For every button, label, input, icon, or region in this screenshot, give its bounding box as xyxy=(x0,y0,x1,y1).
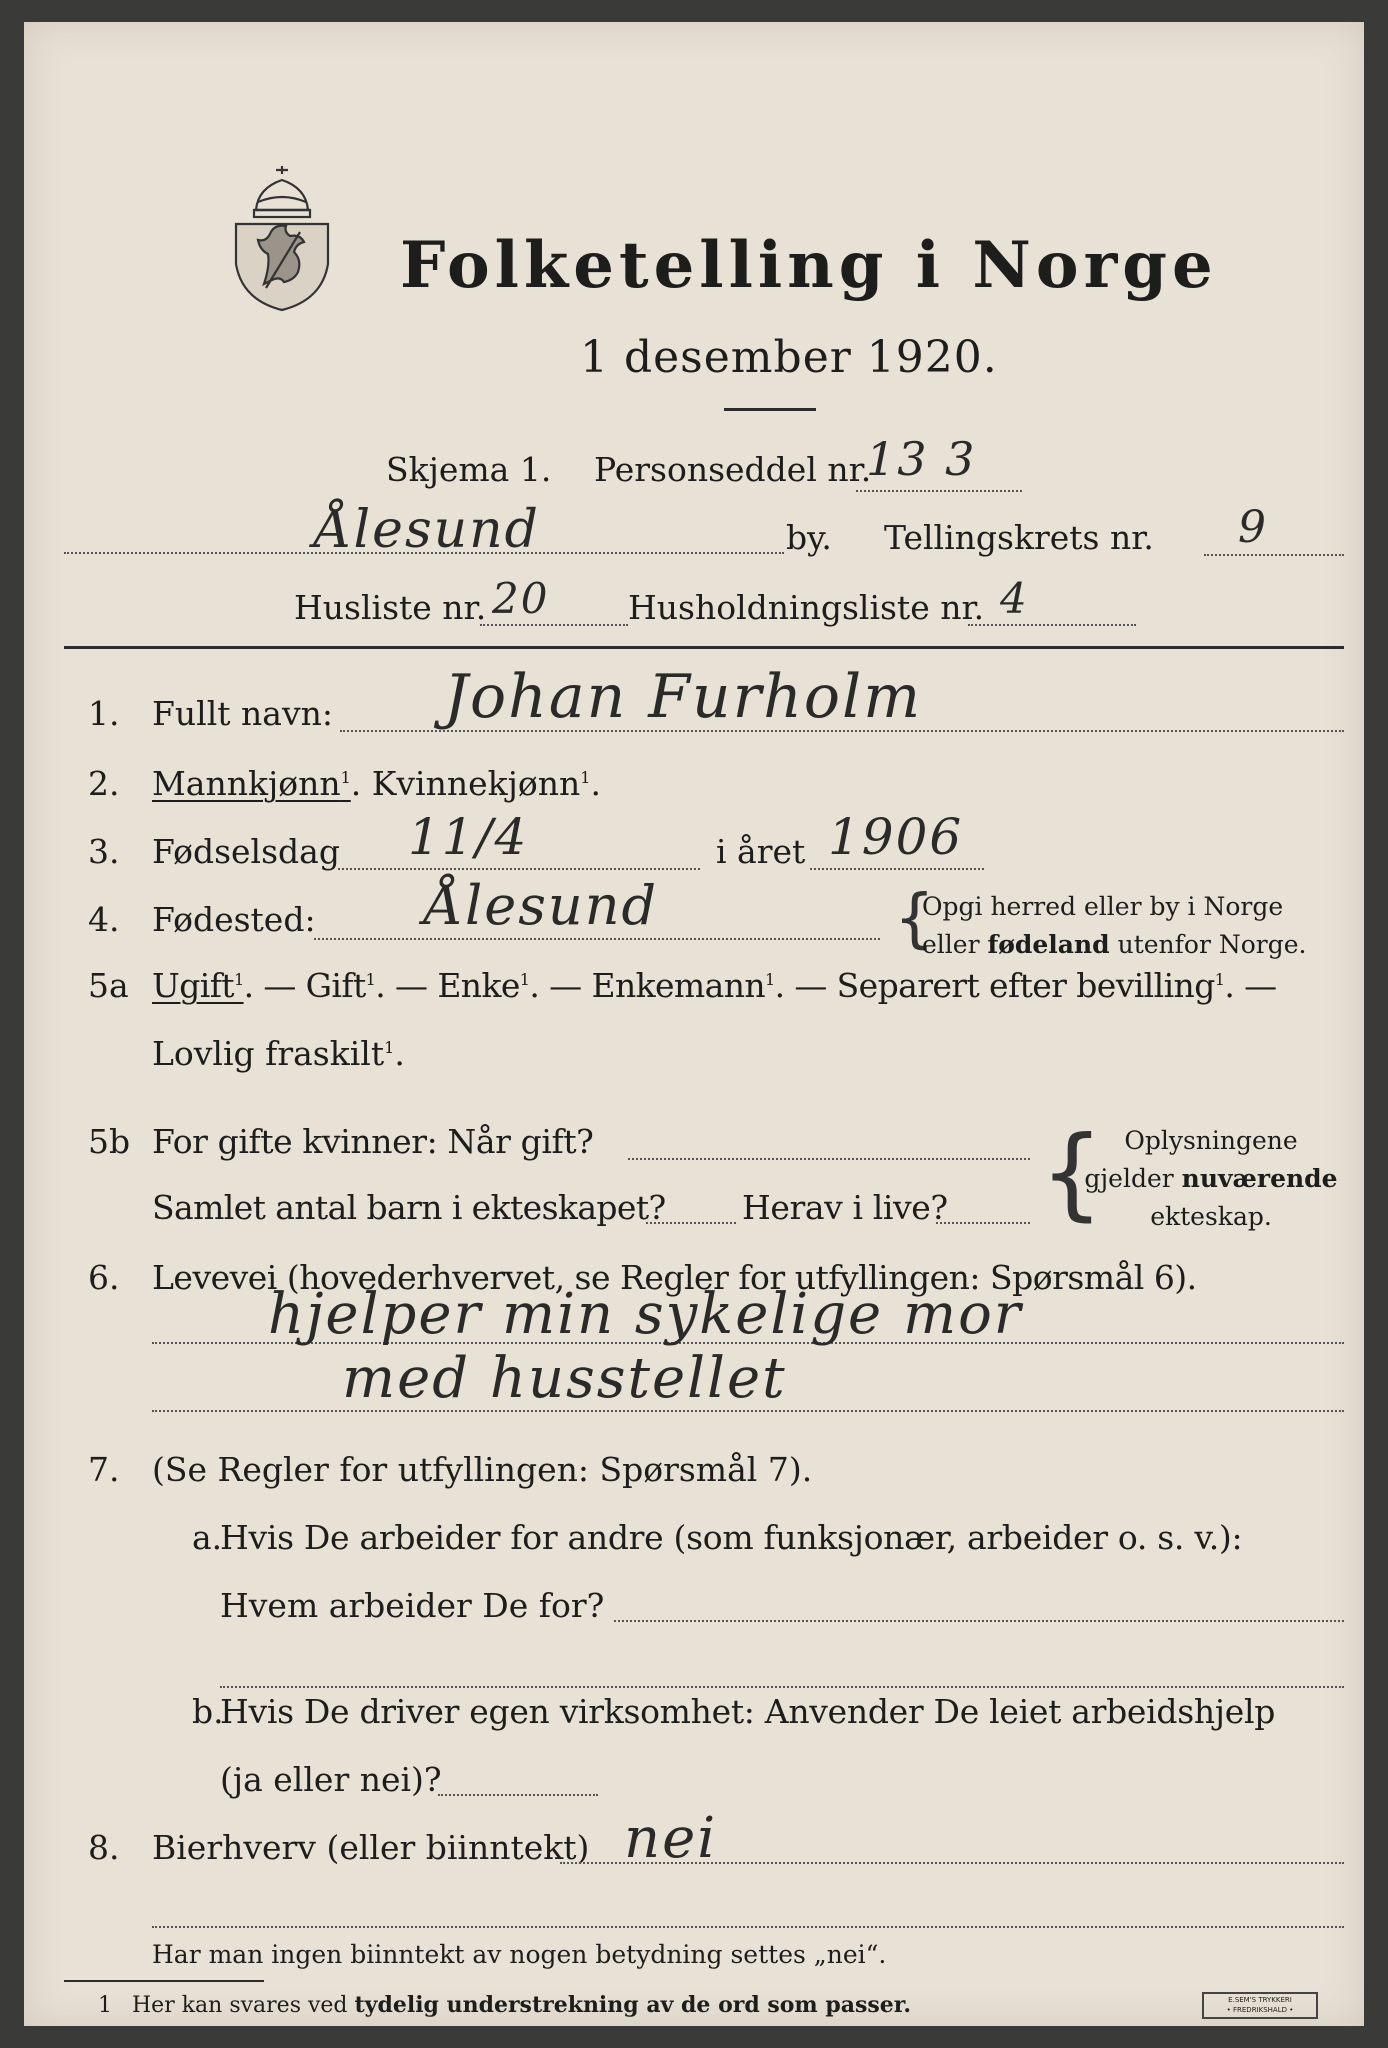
q5b-brace: { xyxy=(1040,1114,1104,1231)
q5a-enke-option[interactable]: Enke$^1$ xyxy=(437,966,530,1005)
q5b-note: Oplysningene gjelder nuværende ekteskap. xyxy=(1084,1126,1338,1231)
q7b-letter: b. xyxy=(192,1692,224,1731)
q5b-when-married-line xyxy=(628,1158,1030,1160)
q4-number: 4. xyxy=(88,900,120,939)
q7a-employer-line2 xyxy=(220,1686,1344,1688)
q5a-ugift-option[interactable]: Ugift$^1$ xyxy=(152,966,244,1005)
q8-line2 xyxy=(152,1926,1344,1928)
form-date: 1 desember 1920. xyxy=(580,332,998,383)
q4-note xyxy=(922,888,1306,964)
q1-label: Fullt navn: xyxy=(152,694,333,733)
q2-number: 2. xyxy=(88,764,120,803)
footnote: 1 Her kan svares ved tydelig understrekning av de ord som passer. xyxy=(98,1992,912,2018)
q5b-children-line xyxy=(646,1222,736,1224)
q5a-separert-option[interactable]: Separert efter bevilling$^1$ xyxy=(836,966,1225,1005)
q6-number: 6. xyxy=(88,1258,120,1297)
q7-label: (Se Regler for utfyllingen: Spørsmål 7). xyxy=(152,1450,813,1489)
q4-note-line1: Opgi herred eller by i Norge xyxy=(922,892,1284,921)
footer-note: Har man ingen biinntekt av nogen betydning settes „nei“. xyxy=(152,1940,887,1969)
q5a-gift-option[interactable]: Gift$^1$ xyxy=(305,966,376,1005)
tellingskrets-line xyxy=(1204,554,1344,556)
printer-stamp: E.SEM'S TRYKKERI • FREDRIKSHALD • xyxy=(1202,1992,1318,2019)
q7a-letter: a. xyxy=(192,1518,223,1557)
footnote-rule xyxy=(64,1980,264,1982)
q5a-number: 5a xyxy=(88,966,129,1005)
q6-occupation-value-line1: hjelper min sykelige mor xyxy=(268,1282,1023,1347)
header-separator xyxy=(64,646,1344,649)
q1-number: 1. xyxy=(88,694,120,733)
q3-number: 3. xyxy=(88,832,120,871)
q7-number: 7. xyxy=(88,1450,120,1489)
q6-occupation-value-line2: med husstellet xyxy=(342,1346,787,1411)
q4-brace: { xyxy=(894,882,935,956)
by-label: by. xyxy=(786,518,832,557)
q7a-employer-line1 xyxy=(614,1620,1344,1622)
personseddel-value: 13 3 xyxy=(866,432,977,486)
q3-day-line xyxy=(338,868,700,870)
q7b-help-line xyxy=(438,1794,598,1796)
q8-side-income-value: nei xyxy=(624,1806,718,1871)
coat-of-arms-icon xyxy=(224,162,340,312)
city-value: Ålesund xyxy=(314,500,540,560)
q7b-question: Hvis De driver egen virksomhet: Anvender De leiet arbeidshjelp xyxy=(220,1692,1276,1731)
q8-number: 8. xyxy=(88,1828,120,1867)
q5b-alive-line xyxy=(936,1222,1030,1224)
q3-year-label: i året xyxy=(716,832,806,871)
q5b-number: 5b xyxy=(88,1122,131,1161)
q5a-enkemann-option[interactable]: Enkemann$^1$ xyxy=(591,966,775,1005)
husliste-value: 20 xyxy=(492,574,550,623)
q4-label: Fødested: xyxy=(152,900,316,939)
personseddel-line xyxy=(856,490,1022,492)
q4-line xyxy=(314,938,880,940)
q3-year-value: 1906 xyxy=(828,808,964,866)
form-title: Folketelling i Norge xyxy=(400,228,1218,303)
q7a-question: Hvis De arbeider for andre (som funksjonær, arbeider o. s. v.): xyxy=(220,1518,1243,1557)
husliste-line xyxy=(480,624,628,626)
q5a-fraskilt-option[interactable]: Lovlig fraskilt$^1$. xyxy=(152,1034,405,1073)
q8-label: Bierhverv (eller biinntekt) xyxy=(152,1828,590,1867)
q7b-help-label: (ja eller nei)? xyxy=(220,1760,442,1799)
q2-male-option[interactable]: Mannkjønn$^1$ xyxy=(152,764,351,803)
q2-female-option[interactable]: Kvinnekjønn$^1$ xyxy=(371,764,591,803)
title-divider xyxy=(724,408,816,411)
q3-year-line xyxy=(810,868,984,870)
q6-label: Levevei (hovederhvervet, se Regler for utfyllingen: Spørsmål 6). xyxy=(152,1258,1197,1297)
tellingskrets-value: 9 xyxy=(1238,502,1268,553)
q5a-options: Ugift$^1$. — Gift$^1$. — Enke$^1$. — Enkemann$^1$. — Separert efter bevilling$^1$. — xyxy=(152,966,1277,1005)
census-form xyxy=(24,22,1364,2026)
q7a-employer-label: Hvem arbeider De for? xyxy=(220,1586,605,1625)
q5b-alive-label: Herav i live? xyxy=(742,1188,948,1227)
q5b-when-married-label: For gifte kvinner: Når gift? xyxy=(152,1122,594,1161)
personseddel-label: Personseddel nr. xyxy=(594,450,872,489)
tellingskrets-label: Tellingskrets nr. xyxy=(884,518,1154,557)
q3-day-value: 11/4 xyxy=(408,808,529,866)
q5b-children-label: Samlet antal barn i ekteskapet? xyxy=(152,1188,666,1227)
skjema-label: Skjema 1. xyxy=(386,450,552,489)
husholdning-label: Husholdningsliste nr. xyxy=(628,588,985,627)
q4-birthplace-value: Ålesund xyxy=(424,874,659,937)
q2-options: Mannkjønn$^1$. Kvinnekjønn$^1$. xyxy=(152,764,601,803)
q4-note-line2: eller fødeland utenfor Norge. xyxy=(922,930,1307,959)
husholdning-value: 4 xyxy=(1000,574,1029,623)
husholdning-line xyxy=(968,624,1136,626)
q3-label: Fødselsdag xyxy=(152,832,340,871)
q1-name-value: Johan Furholm xyxy=(444,662,923,732)
husliste-label: Husliste nr. xyxy=(294,588,487,627)
